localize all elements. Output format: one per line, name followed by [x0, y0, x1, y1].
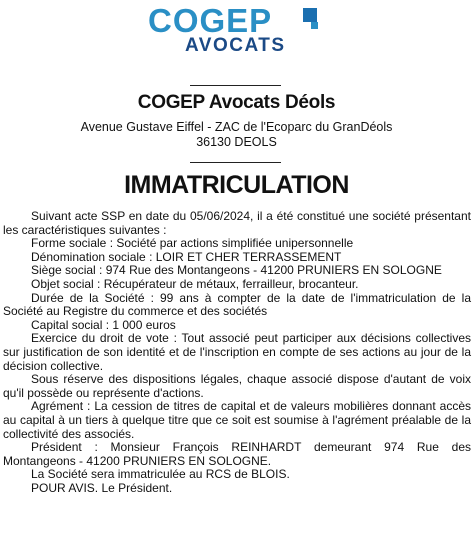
firm-address	[0, 120, 473, 150]
paragraph: Durée de la Société : 99 ans à compter de la date de l'immatriculation de la Société au Registre du commerce et des sociétés	[3, 290, 471, 319]
paragraph: Sous réserve des dispositions légales, chaque associé dispose d'autant de voix qu'il possède ou représente d'actions.	[3, 372, 471, 400]
paragraph: Dénomination sociale : LOIR ET CHER TERRASSEMENT	[31, 249, 342, 264]
paragraph: Exercice du droit de vote : Tout associé peut participer aux décisions collectives sur justification de son identité et de l'inscription en compte de ses actions au jour de la décision collective.	[3, 331, 471, 373]
divider-top	[190, 85, 281, 86]
cogep-avocats-logo	[0, 4, 473, 60]
paragraph: POUR AVIS. Le Président.	[31, 480, 173, 495]
logo-squares-icon	[303, 8, 327, 32]
logo-brand: COGEP	[148, 2, 273, 39]
paragraph: Objet social : Récupérateur de métaux, ferrailleur, brocanteur.	[31, 276, 359, 291]
firm-name: COGEP Avocats Déols	[137, 92, 336, 113]
paragraph: Capital social : 1 000 euros	[31, 317, 176, 332]
address-line-2: 36130 DEOLS	[196, 135, 277, 149]
address-line-1: Avenue Gustave Eiffel - ZAC de l'Ecoparc du GranDéols	[80, 120, 393, 134]
paragraph: Siège social : 974 Rue des Montangeons - 41200 PRUNIERS EN SOLOGNE	[31, 263, 442, 278]
paragraph: Forme sociale : Société par actions simplifiée unipersonnelle	[31, 236, 354, 251]
paragraph: Président : Monsieur François REINHARDT demeurant 974 Rue des Montangeons - 41200 PRUNIERS EN SOLOGNE.	[3, 440, 471, 468]
logo-subtitle: AVOCATS	[185, 35, 286, 56]
paragraph: Suivant acte SSP en date du 05/06/2024, il a été constitué une société présentant les caractéristiques suivantes :	[3, 209, 471, 237]
paragraph: Agrément : La cession de titres de capital et de valeurs mobilières donnant accès au capital à un tiers à quelque titre que ce soit est soumise à l'agrément préalable de la collectivité des associés.	[3, 399, 471, 441]
paragraph: La Société sera immatriculée au RCS de BLOIS.	[31, 467, 290, 482]
divider-bottom	[190, 162, 281, 163]
notice-title: IMMATRICULATION	[124, 171, 349, 199]
notice-body	[3, 210, 471, 495]
